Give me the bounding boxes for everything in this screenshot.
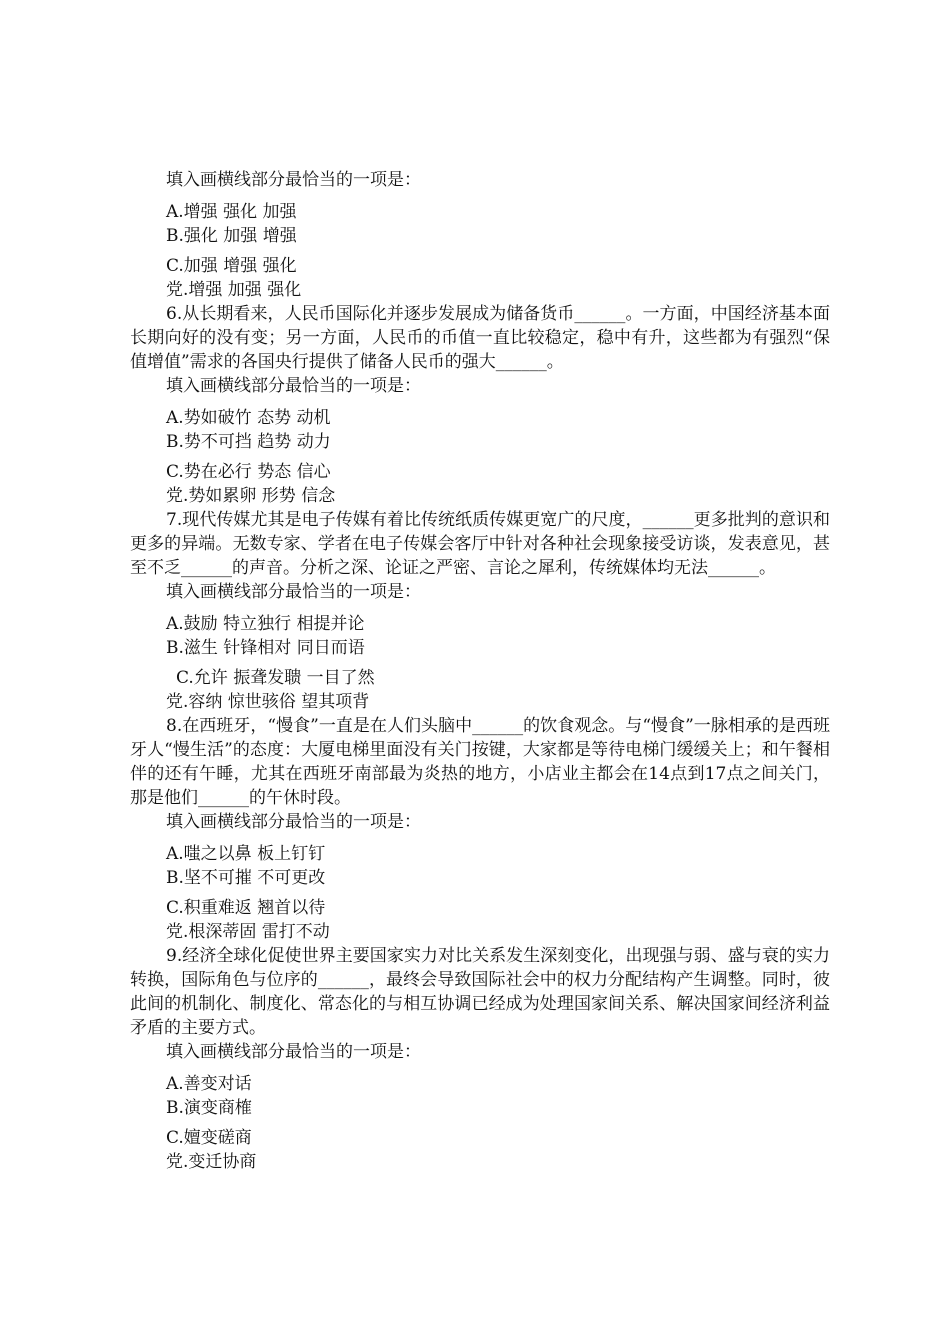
option-b: B.坚不可摧 不可更改	[166, 868, 326, 888]
question-9	[130, 944, 830, 1174]
option-b: B.势不可挡 趋势 动力	[166, 432, 331, 452]
option-d: 党.变迁协商	[166, 1152, 257, 1172]
option-b: B.演变商榷	[166, 1098, 252, 1118]
option-b: B.强化 加强 增强	[166, 226, 297, 246]
option-a: A.嗤之以鼻 板上钉钉	[166, 844, 326, 864]
question-5-tail	[130, 168, 830, 302]
option-a: A.鼓励 特立独行 相提并论	[166, 614, 365, 634]
question-8	[130, 714, 830, 944]
question-text: 8.在西班牙，“慢食”一直是在人们头脑中______的饮食观念。与“慢食”一脉相承的是西班牙人“慢生活”的态度：大厦电梯里面没有关门按键，大家都是等待电梯门缓缓关上；和午餐相伴的还有午睡，尤其在西班牙南部最为炎热的地方，小店业主都会在14点到17点之间关门，那是他们______的午休时段。	[130, 716, 830, 808]
option-d: 党.容纳 惊世骇俗 望其项背	[166, 692, 370, 712]
question-text: 6.从长期看来，人民币国际化并逐步发展成为储备货币______。一方面，中国经济基本面长期向好的没有变；另一方面，人民币的币值一直比较稳定，稳中有升，这些都为有强烈“保值增值”需求的各国央行提供了储备人民币的强大______。	[130, 304, 830, 372]
question-prompt: 填入画横线部分最恰当的一项是：	[166, 812, 421, 832]
question-text: 9.经济全球化促使世界主要国家实力对比关系发生深刻变化，出现强与弱、盛与衰的实力转换，国际角色与位序的______，最终会导致国际社会中的权力分配结构产生调整。同时，彼此间的机制化、制度化、常态化的与相互协调已经成为处理国家间关系、解决国家间经济利益矛盾的主要方式。	[130, 946, 830, 1038]
option-b: B.滋生 针锋相对 同日而语	[166, 638, 365, 658]
document-page	[130, 168, 830, 1174]
question-7	[130, 508, 830, 714]
option-c: C.势在必行 势态 信心	[166, 462, 331, 482]
option-a: A.势如破竹 态势 动机	[166, 408, 331, 428]
question-6	[130, 302, 830, 508]
question-prompt: 填入画横线部分最恰当的一项是：	[166, 1042, 421, 1062]
option-d: 党.势如累卵 形势 信念	[166, 486, 336, 506]
question-prompt: 填入画横线部分最恰当的一项是：	[166, 376, 421, 396]
option-c: C.加强 增强 强化	[166, 256, 297, 276]
option-a: A.增强 强化 加强	[166, 202, 297, 222]
question-prompt: 填入画横线部分最恰当的一项是：	[166, 582, 421, 602]
option-a: A.善变对话	[166, 1074, 252, 1094]
question-text: 7.现代传媒尤其是电子传媒有着比传统纸质传媒更宽广的尺度，______更多批判的意识和更多的异端。无数专家、学者在电子传媒会客厅中针对各种社会现象接受访谈，发表意见，甚至不乏______的声音。分析之深、论证之严密、言论之犀利，传统媒体均无法______。	[130, 510, 830, 578]
option-d: 党.增强 加强 强化	[166, 280, 302, 300]
option-c: C.允许 振聋发聩 一目了然	[176, 668, 375, 688]
option-c: C.积重难返 翘首以待	[166, 898, 326, 918]
question-prompt: 填入画横线部分最恰当的一项是：	[166, 170, 421, 190]
option-d: 党.根深蒂固 雷打不动	[166, 922, 330, 942]
option-c: C.嬗变磋商	[166, 1128, 252, 1148]
